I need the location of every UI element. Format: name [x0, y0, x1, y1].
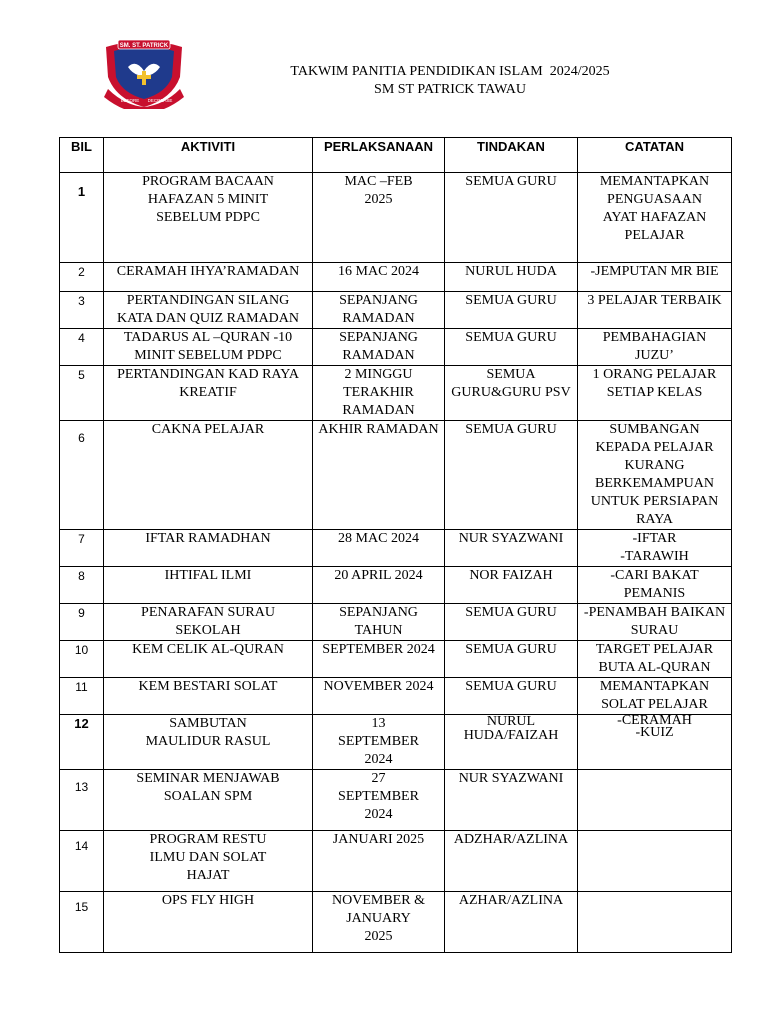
row-tindakan: SEMUA GURU	[445, 421, 578, 530]
row-tindakan: SEMUA GURU	[445, 678, 578, 715]
row-aktiviti: IFTAR RAMADHAN	[104, 530, 313, 567]
row-catatan	[578, 831, 732, 892]
title-line-1: TAKWIM PANITIA PENDIDIKAN ISLAM 2024/2025	[290, 64, 610, 79]
crest-motto-left: BEFORE	[120, 98, 140, 103]
row-aktiviti: PROGRAM BACAAN HAFAZAN 5 MINIT SEBELUM PDPC	[104, 173, 313, 263]
row-tindakan: SEMUA GURU	[445, 329, 578, 366]
crest-top-text: SM. ST. PATRICK	[119, 43, 169, 49]
row-perlaksanaan: SEPANJANG TAHUN	[313, 604, 445, 641]
row-aktiviti: PROGRAM RESTU ILMU DAN SOLAT HAJAT	[104, 831, 313, 892]
row-tindakan: AZHAR/AZLINA	[445, 892, 578, 953]
row-bil: 13	[60, 770, 104, 831]
row-aktiviti: CERAMAH IHYA’RAMADAN	[104, 263, 313, 292]
table-row	[60, 366, 732, 421]
row-perlaksanaan: 13 SEPTEMBER 2024	[313, 715, 445, 770]
row-perlaksanaan: MAC –FEB 2025	[313, 173, 445, 263]
row-bil: 15	[60, 892, 104, 953]
row-bil: 5	[60, 366, 104, 421]
crest-motto-right: DECREASE	[147, 98, 173, 103]
table-row	[60, 715, 732, 770]
row-tindakan: SEMUA GURU	[445, 292, 578, 329]
row-tindakan: NUR SYAZWANI	[445, 530, 578, 567]
table-header-row	[60, 138, 732, 173]
row-bil: 9	[60, 604, 104, 641]
row-tindakan: SEMUA GURU	[445, 604, 578, 641]
row-perlaksanaan: NOVEMBER 2024	[313, 678, 445, 715]
document-title	[230, 63, 670, 99]
row-perlaksanaan: NOVEMBER & JANUARY 2025	[313, 892, 445, 953]
row-bil: 11	[60, 678, 104, 715]
row-perlaksanaan: 16 MAC 2024	[313, 263, 445, 292]
row-catatan: MEMANTAPKAN SOLAT PELAJAR	[578, 678, 732, 715]
header-bil: BIL	[60, 138, 104, 173]
row-aktiviti: PERTANDINGAN SILANG KATA DAN QUIZ RAMADAN	[104, 292, 313, 329]
row-bil: 10	[60, 641, 104, 678]
row-bil: 2	[60, 263, 104, 292]
row-tindakan: NUR SYAZWANI	[445, 770, 578, 831]
table-row	[60, 770, 732, 831]
row-aktiviti: SAMBUTAN MAULIDUR RASUL	[104, 715, 313, 770]
table-row	[60, 173, 732, 263]
header-tindakan: TINDAKAN	[445, 138, 578, 173]
row-aktiviti: PERTANDINGAN KAD RAYA KREATIF	[104, 366, 313, 421]
row-catatan: -IFTAR -TARAWIH	[578, 530, 732, 567]
table-row	[60, 892, 732, 953]
row-tindakan: SEMUA GURU	[445, 641, 578, 678]
row-catatan: -PENAMBAH BAIKAN SURAU	[578, 604, 732, 641]
row-bil: 7	[60, 530, 104, 567]
row-perlaksanaan: 2 MINGGU TERAKHIR RAMADAN	[313, 366, 445, 421]
row-perlaksanaan: SEPANJANG RAMADAN	[313, 329, 445, 366]
row-catatan: -CARI BAKAT PEMANIS	[578, 567, 732, 604]
table-row	[60, 292, 732, 329]
takwim-table	[59, 137, 732, 953]
row-perlaksanaan: SEPANJANG RAMADAN	[313, 292, 445, 329]
row-catatan: -JEMPUTAN MR BIE	[578, 263, 732, 292]
row-tindakan: SEMUA GURU	[445, 173, 578, 263]
row-catatan: SUMBANGAN KEPADA PELAJAR KURANG BERKEMAMPUAN UNTUK PERSIAPAN RAYA	[578, 421, 732, 530]
table-row	[60, 530, 732, 567]
row-aktiviti: PENARAFAN SURAU SEKOLAH	[104, 604, 313, 641]
table-row	[60, 567, 732, 604]
row-aktiviti: KEM BESTARI SOLAT	[104, 678, 313, 715]
row-aktiviti: OPS FLY HIGH	[104, 892, 313, 953]
row-tindakan: ADZHAR/AZLINA	[445, 831, 578, 892]
row-catatan: -CERAMAH -KUIZ	[578, 715, 732, 770]
header-catatan: CATATAN	[578, 138, 732, 173]
row-aktiviti: KEM CELIK AL-QURAN	[104, 641, 313, 678]
table-row	[60, 678, 732, 715]
row-catatan: TARGET PELAJAR BUTA AL-QURAN	[578, 641, 732, 678]
row-catatan: MEMANTAPKAN PENGUASAAN AYAT HAFAZAN PELAJAR	[578, 173, 732, 263]
row-tindakan: SEMUA GURU&GURU PSV	[445, 366, 578, 421]
table-row	[60, 641, 732, 678]
row-catatan	[578, 770, 732, 831]
row-bil: 6	[60, 421, 104, 530]
table-row	[60, 831, 732, 892]
row-tindakan: NOR FAIZAH	[445, 567, 578, 604]
row-aktiviti: TADARUS AL –QURAN -10 MINIT SEBELUM PDPC	[104, 329, 313, 366]
table-row	[60, 263, 732, 292]
row-bil: 8	[60, 567, 104, 604]
header-aktiviti: AKTIVITI	[104, 138, 313, 173]
row-aktiviti: SEMINAR MENJAWAB SOALAN SPM	[104, 770, 313, 831]
row-catatan: 1 ORANG PELAJAR SETIAP KELAS	[578, 366, 732, 421]
row-perlaksanaan: 28 MAC 2024	[313, 530, 445, 567]
school-crest-logo	[100, 37, 188, 109]
row-perlaksanaan: SEPTEMBER 2024	[313, 641, 445, 678]
header-perlaksanaan: PERLAKSANAAN	[313, 138, 445, 173]
title-line-2: SM ST PATRICK TAWAU	[374, 82, 526, 97]
row-aktiviti: CAKNA PELAJAR	[104, 421, 313, 530]
row-catatan: PEMBAHAGIAN JUZU’	[578, 329, 732, 366]
row-perlaksanaan: AKHIR RAMADAN	[313, 421, 445, 530]
row-catatan: 3 PELAJAR TERBAIK	[578, 292, 732, 329]
row-catatan	[578, 892, 732, 953]
table-row	[60, 421, 732, 530]
row-perlaksanaan: 20 APRIL 2024	[313, 567, 445, 604]
row-perlaksanaan: 27 SEPTEMBER 2024	[313, 770, 445, 831]
row-bil: 12	[60, 715, 104, 770]
row-tindakan: NURUL HUDA	[445, 263, 578, 292]
row-tindakan: NURUL HUDA/FAIZAH	[445, 715, 578, 770]
row-bil: 14	[60, 831, 104, 892]
row-aktiviti: IHTIFAL ILMI	[104, 567, 313, 604]
table-row	[60, 604, 732, 641]
row-bil: 1	[60, 173, 104, 263]
row-bil: 4	[60, 329, 104, 366]
table-row	[60, 329, 732, 366]
row-perlaksanaan: JANUARI 2025	[313, 831, 445, 892]
row-bil: 3	[60, 292, 104, 329]
